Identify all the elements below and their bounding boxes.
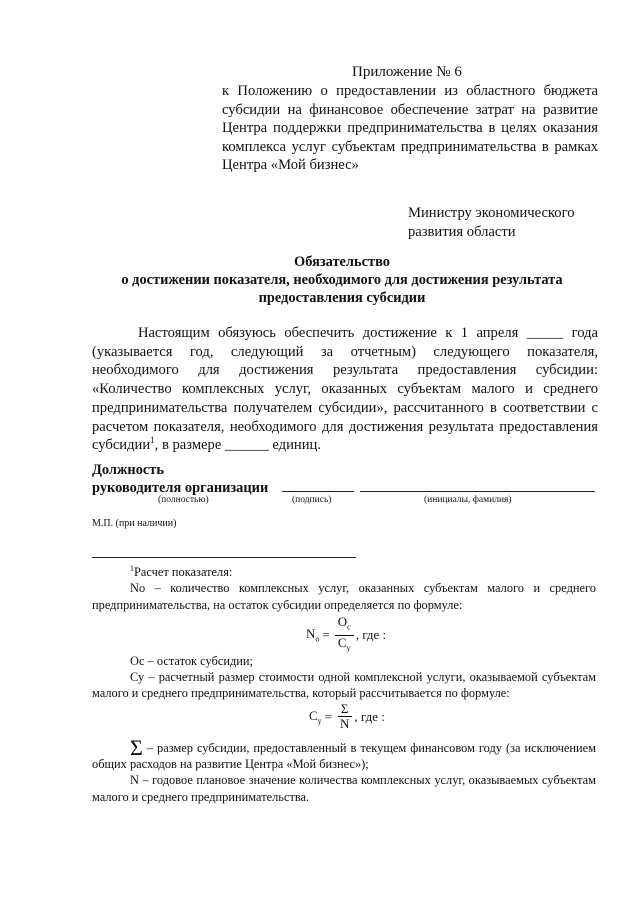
formula-no-equals: = [322, 627, 330, 643]
formula-no-tail: , где : [355, 627, 387, 643]
formula-cy [309, 702, 385, 731]
appendix-body: к Положению о предоставлении из областного бюджета субсидии на финансовое обеспечение затрат на развитие Центра поддержки предпринимательства в целях оказания комплекса услуг субъектам предпринимательства в рамках Центра «Мой бизнес» [222, 83, 598, 174]
formula-cy-fraction: $\frac{\Sigma}{N}$ [337, 702, 352, 731]
document-title-line-2: о достижении показателя, необходимого для достижения результата [121, 272, 563, 288]
footnote-sigma-definition: Σ – размер субсидии, предоставленный в текущем финансовом году (за исключением общих расходов на развитие Центра «Мой бизнес»); [92, 735, 596, 772]
appendix-title: Приложение № 6 [352, 64, 462, 80]
footnote-rule [92, 557, 356, 558]
recipient-line-1: Министру экономического [408, 205, 575, 221]
footnote-definitions-1 [92, 653, 596, 702]
footnote-intro [92, 561, 596, 613]
formula-no-lhs: $N_o$ [306, 626, 320, 644]
formula-cy-equals: = [324, 708, 333, 724]
document-title [90, 253, 594, 307]
signature-line [282, 491, 354, 492]
signature-label-line-2: руководителя организации [92, 480, 269, 496]
stamp-note: М.П. (при наличии) [92, 518, 177, 529]
signature-label [92, 461, 268, 497]
footnote-oc-definition: Ос – остаток субсидии; [130, 654, 253, 668]
document-title-line-3: предоставления субсидии [258, 290, 426, 306]
formula-no [306, 615, 386, 655]
main-text-before: Настоящим обязуюсь обеспечить достижение к 1 апреля _____ года (указывается год, следующий за отчетным) следующего показателя, необходимого для достижения результата предоставления субсидии: «Количество комплексных услуг, оказанных субъектам малого и среднего предпринимательства получателем субсидии», рассчитанного в соответствии с расчетом показателя, необходимого для достижения результата предоставления субсидии [92, 325, 598, 454]
formula-no-fraction: $\frac{O_c}{C_y}$ [335, 615, 354, 655]
footnote-cy-definition: Су – расчетный размер стоимости одной комплексной услуги, оказываемой субъектам малого и среднего предпринимательства, который рассчитывается по формуле: [92, 670, 596, 701]
name-line [360, 491, 595, 492]
footnote-ref: 1 [150, 435, 155, 446]
caption-full: (полностью) [158, 495, 209, 505]
signature-label-line-1: Должность [92, 462, 164, 478]
footnote-no-definition: Nо – количество комплексных услуг, оказанных субъектам малого и среднего предпринимательства, на остаток субсидии определяется по формуле: [92, 581, 596, 612]
caption-signature: (подпись) [292, 495, 332, 505]
main-text-after: , в размере ______ единиц. [154, 437, 321, 454]
footnote-n-definition: N – годовое плановое значение количества комплексных услуг, оказываемых субъектам малого и среднего предпринимательства. [92, 773, 596, 804]
footnote-heading: $^1$Расчет показателя: [130, 564, 233, 580]
main-paragraph [92, 324, 598, 455]
formula-cy-tail: , где : [354, 708, 385, 724]
recipient-line-2: развития области [408, 223, 516, 240]
footnote-definitions-2 [92, 735, 596, 805]
recipient [408, 204, 608, 241]
caption-name: (инициалы, фамилия) [424, 495, 512, 505]
sigma-symbol: Σ [130, 735, 143, 760]
document-title-line-1: Обязательство [294, 254, 390, 270]
formula-cy-lhs: $C_y$ [309, 707, 322, 726]
